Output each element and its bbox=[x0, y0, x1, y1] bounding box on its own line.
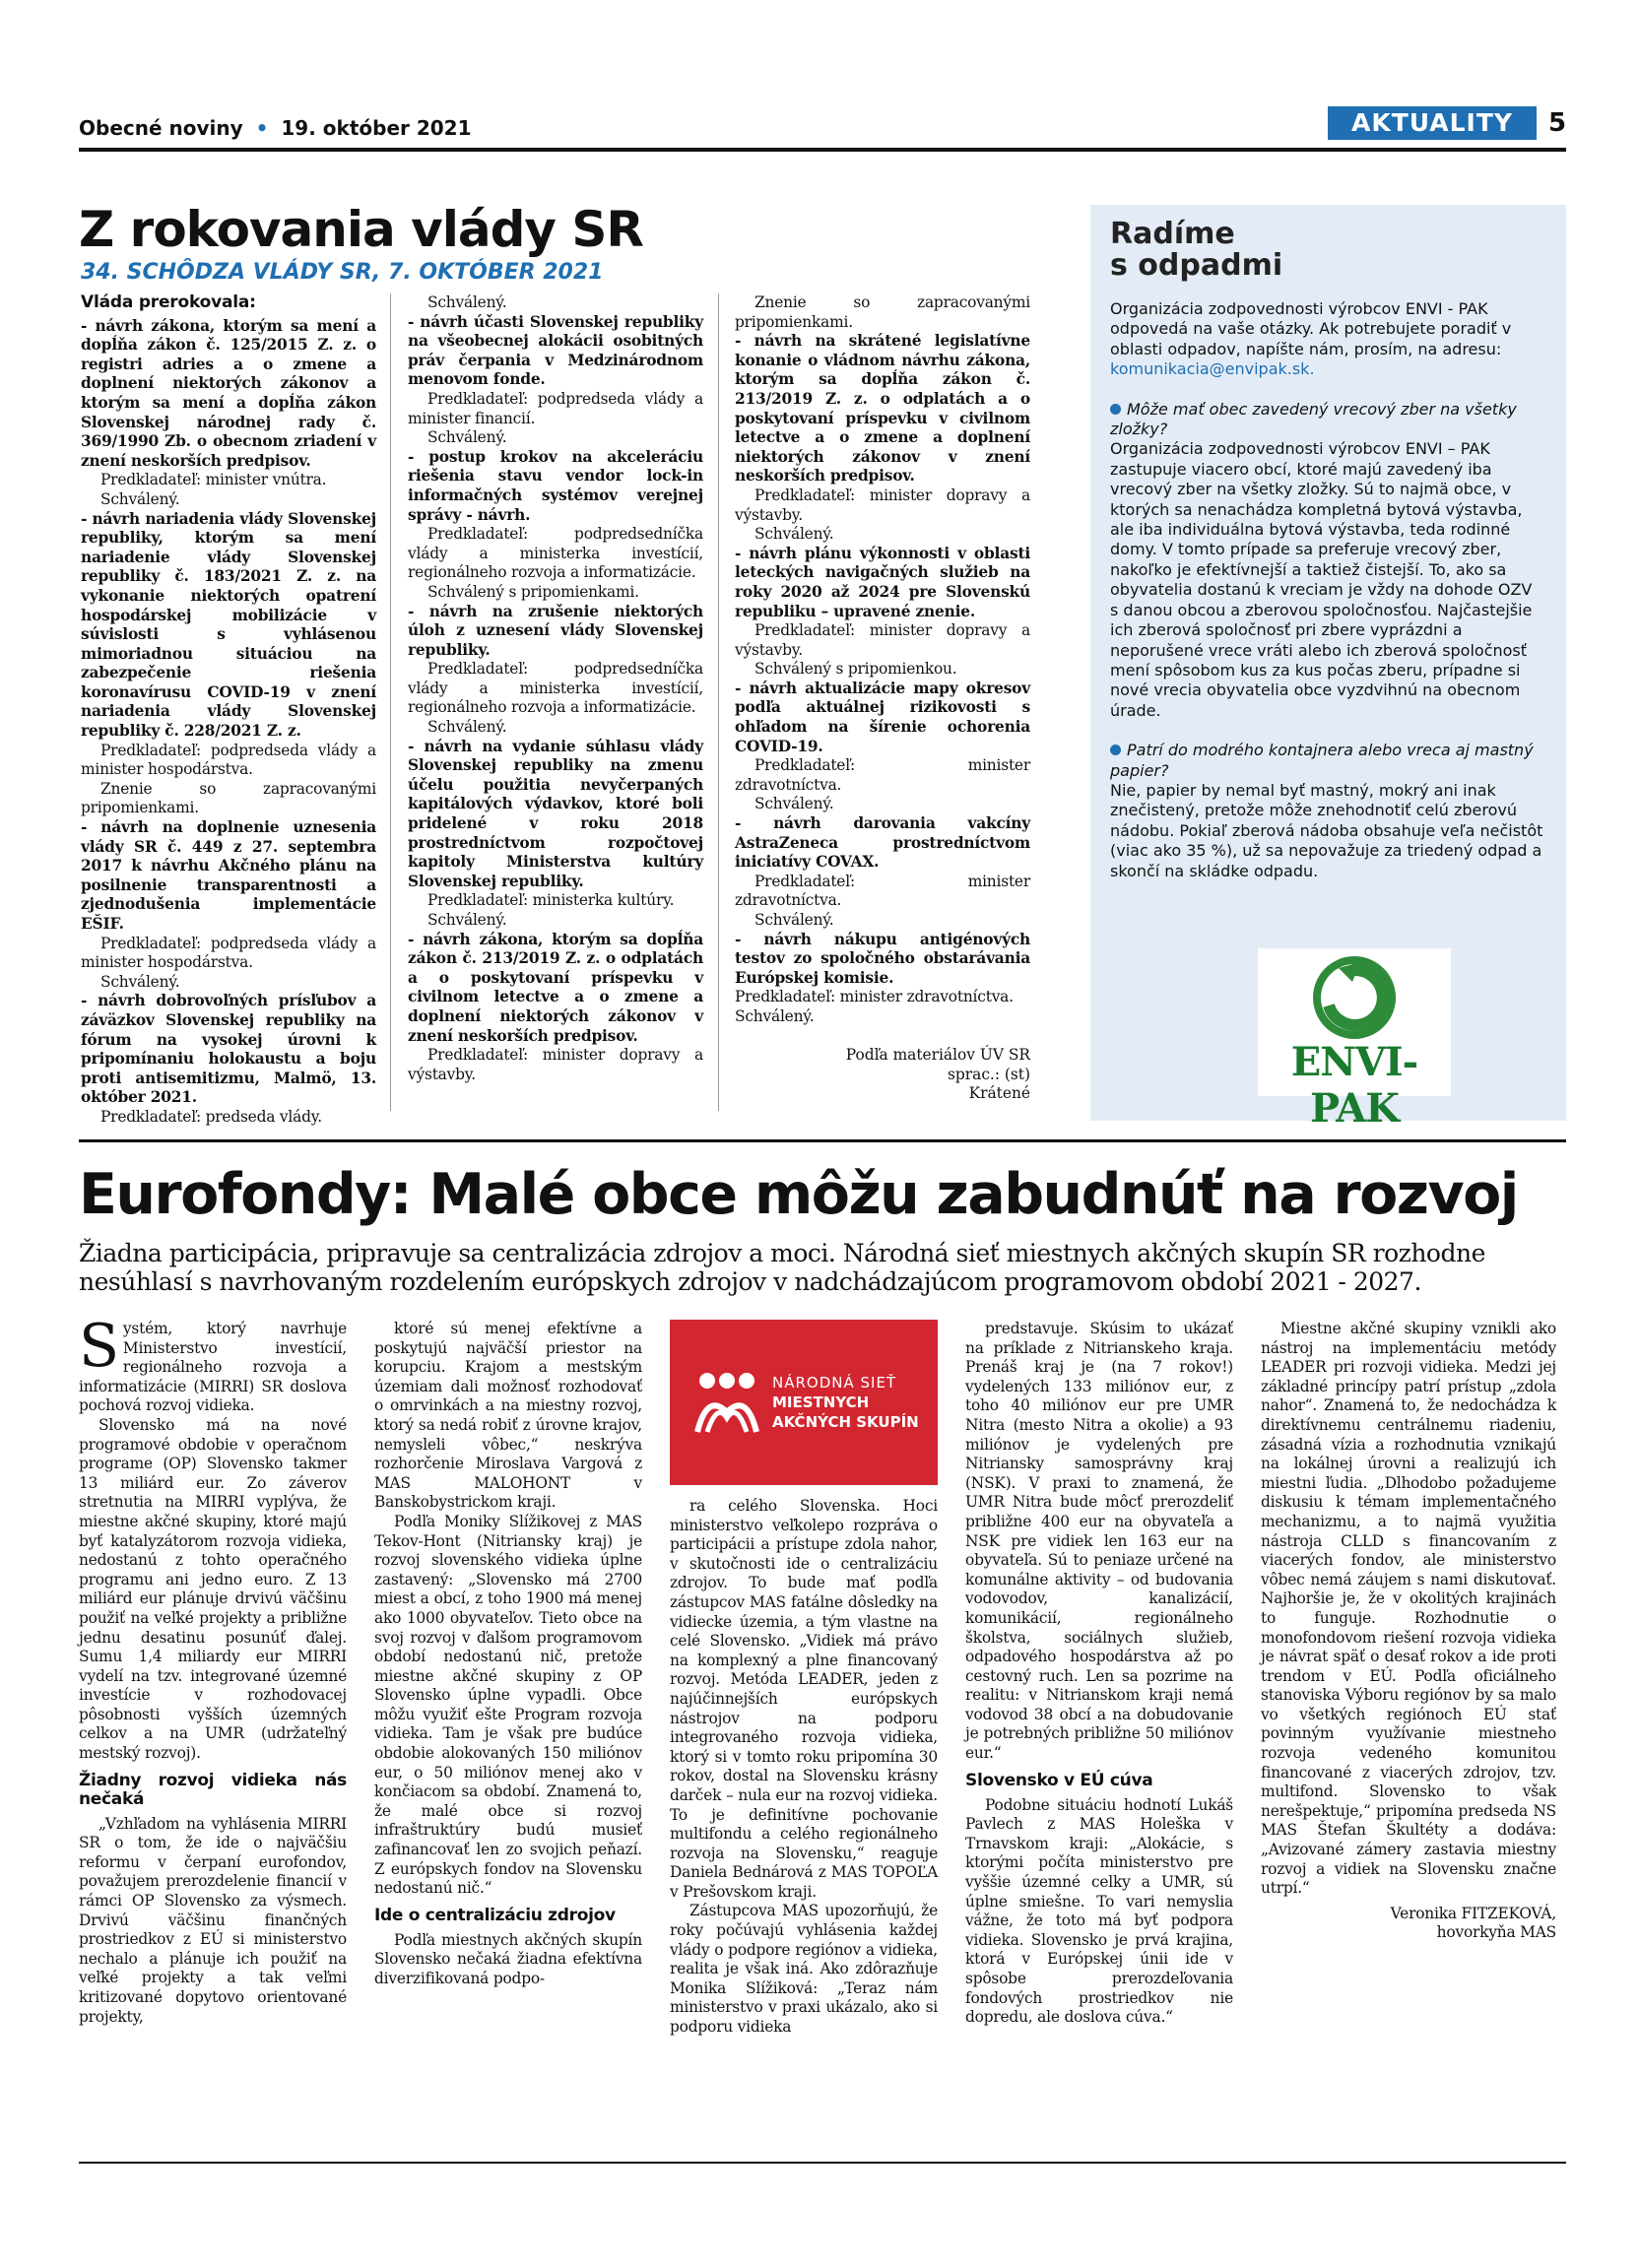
paragraph: Schválený s pripomienkami. bbox=[427, 582, 639, 601]
header-paper-name bbox=[79, 116, 472, 140]
article1-column-2 bbox=[408, 293, 703, 1084]
paragraph: Predkladateľ: podpredseda vlády a minister financií. bbox=[408, 389, 703, 427]
paragraph: Podľa miestnych akčných skupín Slovensko nečaká žiadna efektívna diverzifikovaná podpo- bbox=[374, 1930, 642, 1987]
paragraph: Predkladateľ: minister zdravotníctva. bbox=[735, 756, 1030, 794]
paragraph: - postup krokov na akceleráciu riešenia stavu vendor lock-in informačných systémov verejnej správy - návrh. bbox=[408, 447, 703, 524]
header-rule bbox=[79, 148, 1566, 152]
paragraph: Predkladateľ: podpredsedníčka vlády a ministerka investícií, regionálneho rozvoja a informatizácie. bbox=[408, 660, 703, 717]
paragraph: Predkladateľ: minister dopravy a výstavby. bbox=[735, 621, 1030, 659]
source-line: sprac.: (st) bbox=[948, 1065, 1030, 1083]
paragraph: Predkladateľ: podpredseda vlády a minister hospodárstva. bbox=[81, 741, 376, 779]
paragraph: Predkladateľ: minister vnútra. bbox=[100, 471, 327, 489]
source-line: Krátené bbox=[968, 1084, 1030, 1103]
envipak-logo-text: ENVI-PAK bbox=[1290, 1039, 1418, 1132]
paragraph: Predkladateľ: minister dopravy a výstavby. bbox=[408, 1046, 703, 1083]
article2-column-2 bbox=[374, 1320, 642, 1989]
paragraph: ystém, ktorý navrhuje Ministerstvo investícií, regionálneho rozvoja a informatizácie (MIRRI) SR doslova pochová rozvoj vidieka. bbox=[79, 1320, 347, 1415]
paragraph: Predkladateľ: minister zdravotníctva. bbox=[735, 988, 1014, 1006]
sidebar-intro: Organizácia zodpovednosti výrobcov ENVI - PAK odpovedá na vaše otázky. Ak potrebujete poradiť v oblasti odpadov, napíšte nám, prosím, na adresu: bbox=[1110, 299, 1512, 358]
paragraph: Predkladateľ: minister dopravy a výstavby. bbox=[735, 486, 1030, 524]
paragraph: Predkladateľ: podpredsedníčka vlády a ministerka investícií, regionálneho rozvoja a informatizácie. bbox=[408, 525, 703, 582]
sidebar-question-1 bbox=[1110, 400, 1543, 440]
logo-line: MIESTNYCH bbox=[772, 1393, 870, 1411]
paragraph: Podľa Moniky Slížikovej z MAS Tekov-Hont (Nitriansky kraj) je rozvoj slovenského vidieka úplne zastavený: „Slovensko má 2700 miest a obcí, z toho 1900 má menej ako 1000 obyvateľov. Tieto obce na svoj rozvoj v ďalšom programovom období nedostanú nič, pretože miestne akčné skupiny z OP Slovensko úplne vypadli. Obce môžu využiť ešte Program rozvoja vidieka. Tam je však pre budúce obdobie alokovaných 150 miliónov eur, o 50 miliónov menej ako v končiacom sa období. Znamená to, že malé obce si rozvoj infraštruktúry budú musieť zafinancovať len zo svojich peňazí. Z európskych fondov na Slovensku nedostanú nič.“ bbox=[374, 1512, 642, 1898]
article1-subtitle: 34. SCHÔDZA VLÁDY SR, 7. OKTÓBER 2021 bbox=[81, 260, 604, 285]
paragraph: Schválený. bbox=[100, 972, 180, 991]
paragraph: - návrh aktualizácie mapy okresov podľa aktuálnej rizikovosti s ohľadom na šírenie ochorenia COVID-19. bbox=[735, 679, 1030, 755]
sidebar-title bbox=[1110, 219, 1282, 282]
logo-line: NÁRODNÁ SIEŤ bbox=[772, 1374, 897, 1392]
sidebar-email-link[interactable]: komunikacia@envipak.sk. bbox=[1110, 359, 1315, 379]
sidebar-title-line: s odpadmi bbox=[1110, 248, 1283, 283]
advice-sidebar bbox=[1090, 205, 1566, 1132]
article2-column-1 bbox=[79, 1312, 347, 2027]
paragraph: Vláda prerokovala: bbox=[81, 292, 256, 312]
paragraph: Schválený. bbox=[754, 911, 834, 929]
logo-line: AKČNÝCH SKUPÍN bbox=[772, 1413, 919, 1431]
article2-column-5 bbox=[1261, 1320, 1556, 1943]
paragraph: Schválený. bbox=[427, 718, 507, 737]
paper-title: Obecné noviny bbox=[79, 116, 243, 140]
sidebar-answer-2: Nie, papier by nemal byť mastný, mokrý ani inak znečistený, pretože môže znehodnotiť celú zberovú nádobu. Pokiaľ zberová nádoba obsahuje veľa nečistôt (viac ako 35 %), už sa nepovažuje za triedený odpad a skončí na skládke odpadu. bbox=[1110, 780, 1543, 880]
paragraph: - návrh na skrátené legislatívne konanie o vládnom návrhu zákona, ktorým sa dopĺňa zákon č. 213/2019 Z. z. o odplatách a o poskytovaní príspevku v civilnom letectve a o zmene a doplnení niektorých zákonov v znení neskorších predpisov. bbox=[735, 332, 1030, 486]
column-divider bbox=[718, 293, 719, 1111]
article1-column-3 bbox=[735, 293, 1030, 1027]
paragraph: Schválený. bbox=[754, 795, 834, 813]
header-bullet: • bbox=[255, 116, 269, 140]
nsmas-logo-text bbox=[772, 1373, 919, 1432]
envipak-logo bbox=[1258, 948, 1451, 1132]
paragraph: Predkladateľ: podpredseda vlády a minister hospodárstva. bbox=[81, 934, 376, 972]
paragraph: ktoré sú menej efektívne a poskytujú najväčší priestor na korupciu. Krajom a mestským územiam dali možnosť rozhodovať o omrvinkách a na miestny rozvoj, ktorý sa nedá robiť z úrovne krajov, nemysleli vôbec,“ neskrýva rozhorčenie Miroslava Vargová z MAS MALOHONT v Banskobystrickom kraji. bbox=[374, 1320, 642, 1512]
paragraph: - návrh nariadenia vlády Slovenskej republiky, ktorým sa mení nariadenie vlády Slovenskej republiky č. 183/2021 Z. z. na vykonanie niektorých opatrení hospodárskej mobilizácie v súvislosti s vyhlásenou mimoriadnou situáciou na zabezpečenie riešenia koronavírusu COVID-19 v znení nariadenia vlády Slovenskej republiky č. 228/2021 Z. z. bbox=[81, 509, 376, 741]
paragraph: Schválený. bbox=[427, 293, 507, 311]
paragraph: - návrh na zrušenie niektorých úloh z uznesení vlády Slovenskej republiky. bbox=[408, 602, 703, 659]
paragraph: Predkladateľ: predseda vlády. bbox=[100, 1107, 322, 1126]
author-role: hovorkyňa MAS bbox=[1436, 1923, 1556, 1942]
section-badge bbox=[1328, 106, 1537, 140]
sidebar-body bbox=[1110, 299, 1543, 881]
page-number: 5 bbox=[1548, 108, 1567, 138]
article2-column-3 bbox=[670, 1497, 938, 2038]
paragraph: - návrh zákona, ktorým sa dopĺňa zákon č. 213/2019 Z. z. o odplatách a o poskytovaní príspevku v civilnom letectve a o zmene a doplnení niektorých zákonov v znení neskorších predpisov. bbox=[408, 930, 703, 1045]
section-rule bbox=[79, 1139, 1566, 1142]
paragraph: Zástupcova MAS upozorňujú, že roky počúvajú vyhlásenia každej vlády o podpore regiónov a vidieka, realita je však iná. Ako zdôrazňuje Monika Slížiková: „Teraz nám ministerstvo v praxi ukázalo, ako si podporu vidieka bbox=[670, 1902, 938, 2037]
sidebar-answer-1: Organizácia zodpovednosti výrobcov ENVI – PAK zastupuje viacero obcí, ktoré majú zavedený iba vrecový zber na všetky zložky. Sú to najmä obce, v ktorých sa nenachádza kompletná bytová výstavba, ale iba individuálna bytová výstavba, teda rodinné domy. V tomto prípade sa preferuje vrecový zber, nakoľko je efektívnejší a taktiež čistejší. To, ako sa obyvatelia dostanú k vreciam je vždy na dohode OZV s danou obcou a zberovou spoločnosťou. Najčastejšie ich zberová spoločnosť pri zbere vyprázdni a neporušené vrece vráti alebo ich zberová spoločnosť mení spôsobom kus za kus počas zberu, prípadne si nové vrecia obyvatelia obce vyzdvihnú na obecnom úrade. bbox=[1110, 439, 1533, 720]
question-text: Patrí do modrého kontajnera alebo vreca aj mastný papier? bbox=[1110, 741, 1534, 780]
source-line: Podľa materiálov ÚV SR bbox=[845, 1046, 1030, 1064]
paragraph: Schválený. bbox=[100, 489, 180, 508]
nsmas-logo bbox=[670, 1320, 938, 1485]
paragraph: Podobne situáciu hodnotí Lukáš Pavlech z MAS Holeška v Trnavskom kraji: „Alokácie, s ktorými počíta ministerstvo pre vyššie územné celky a UMR, sú úplne smiešne. To vari nemyslia vážne, že toto má byť podpora vidieka. Slovensko je prvá krajina, ktorá v Európskej únii ide v spôsobe prerozdeľovania fondových prostriedkov nie dopredu, ale doslova cúva.“ bbox=[965, 1795, 1233, 2027]
paragraph: ra celého Slovenska. Hoci ministerstvo veľkolepo rozpráva o participácii a prístupe zdola nahor, v skutočnosti ide o centralizáciu zdrojov. To bude mať podľa zástupcov MAS fatálne dôsledky na vidiecke územia, a tým vlastne na celé Slovensko. „Vidiek má právo na komplexný a plne financovaný rozvoj. Metóda LEADER, jeden z najúčinnejších európskych nástrojov na podporu integrovaného rozvoja vidieka, ktorý si v tomto roku pripomína 30 rokov, dostal na Slovensku krásny darček – nula eur na rozvoj vidieka. To je definitívne pochovanie multifondu a celého regionálneho rozvoja na Slovensku,“ reaguje Daniela Bednárová z MAS TOPOĽA v Prešovskom kraji. bbox=[670, 1497, 938, 1901]
paragraph: Predkladateľ: minister zdravotníctva. bbox=[735, 872, 1030, 910]
issue-date: 19. október 2021 bbox=[281, 116, 472, 140]
paragraph: Schválený. bbox=[735, 1006, 815, 1025]
paragraph: Schválený s pripomienkou. bbox=[754, 660, 957, 679]
paragraph: Miestne akčné skupiny vznikli ako nástroj na implementáciu metódy LEADER pri rozvoji vidieka. Medzi jej základné princípy patrí prístup „zdola nahor“. Znamená to, že nedochádza k direktívnemu centrálnemu riadeniu, zásadná vízia a rozhodnutia vznikajú na lokálnej úrovni a realizujú ich miestni ľudia. „Dlhodobo požadujeme diskusiu k témam implementačného mechanizmu, a to najmä využitia nástroja CLLD s financovaním z viacerých fondov, ale ministerstvo vôbec nemá záujem s nami diskutovať. Najhoršie je, že v okolitých krajinách to funguje. Rozhodnutie o monofondovom riešení rozvoja vidieka je návrat späť o desať rokov a ide proti trendom v EÚ. Podľa oficiálneho stanoviska Výboru regiónov by sa malo vo všetkých regiónoch EÚ stať povinným využívanie miestneho rozvoja vedeného komunitou financované z viacerých zdrojov, tzv. multifond. Slovensko to však nerešpektuje,“ pripomína predseda NS MAS Štefan Škultéty a dodáva: „Avizované zámery zastavia miestny rozvoj a vidiek na Slovensku značne utrpí.“ bbox=[1261, 1320, 1556, 1898]
paragraph: - návrh nákupu antigénových testov zo spoločného obstarávania Európskej komisie. bbox=[735, 930, 1030, 987]
paragraph: Schválený. bbox=[427, 911, 507, 929]
people-network-icon bbox=[688, 1363, 766, 1442]
paragraph: - návrh na vydanie súhlasu vlády Slovenskej republiky na zmenu účelu použitia nevyčerpaných kapitálových výdavkov, ktoré boli pridelené v roku 2018 prostredníctvom rozpočtovej kapitoly Ministerstva kultúry Slovenskej republiky. bbox=[408, 737, 703, 890]
paragraph: - návrh plánu výkonnosti v oblasti leteckých navigačných služieb na roky 2020 až 2024 pre Slovenskú republiku – upravené znenie. bbox=[735, 544, 1030, 620]
article2-title: Eurofondy: Malé obce môžu zabudnúť na rozvoj bbox=[79, 1162, 1518, 1227]
paragraph: - návrh na doplnenie uznesenia vlády SR č. 449 z 27. septembra 2017 k návrhu Akčného plánu na posilnenie transparentnosti a zjednodušenia implementácie EŠIF. bbox=[81, 818, 376, 933]
article2-lead: Žiadna participácia, pripravuje sa centralizácia zdrojov a moci. Národná sieť miestnych akčných skupín SR rozhodne nesúhlasí s navrhovaným rozdelením európskych zdrojov v nadchádzajúcom programovom období 2021 - 2027. bbox=[79, 1239, 1485, 1296]
bullet-dot-icon bbox=[1110, 745, 1121, 755]
question-text: Môže mať obec zavedený vrecový zber na všetky zložky? bbox=[1110, 399, 1517, 439]
column-divider bbox=[390, 293, 391, 1111]
drop-cap: S bbox=[79, 1312, 119, 1381]
section-label: AKTUALITY bbox=[1350, 108, 1514, 137]
paragraph: Slovensko má na nové programové obdobie v operačnom programe (OP) Slovensko takmer 13 miliárd eur. Zo záverov stretnutia na MIRRI vyplýva, že miestne akčné skupiny, ktoré majú byť katalyzátorom rozvoja vidieka, nedostanú z tohto operačného programu ani jedno euro. Z 13 miliárd eur plánuje drvivú väčšinu použiť na veľké projekty a približne jednu desatinu posunúť ďalej. Sumu 1,4 miliardy eur MIRRI vydelí na tzv. integrované územné investície v rozhodovacej pôsobnosti vyšších územných celkov a na UMR (udržateľný mestský rozvoj). bbox=[79, 1415, 347, 1763]
author-name: Veronika FITZEKOVÁ, bbox=[1390, 1904, 1556, 1922]
paragraph: - návrh účasti Slovenskej republiky na všeobecnej alokácii osobitných práv čerpania v Medzinárodnom menovom fonde. bbox=[408, 312, 703, 389]
paragraph: - návrh darovania vakcíny AstraZeneca prostredníctvom iniciatívy COVAX. bbox=[735, 814, 1030, 872]
paragraph: predstavuje. Skúsim to ukázať na príklade z Nitrianskeho kraja. Prenáš kraj je (na 7 rokov!) vydelených 133 miliónov eur, z toho 40 miliónov eur pre UMR Nitra (mesto Nitra a okolie) a 93 miliónov je vydelených pre Nitriansky samosprávny kraj (NSK). V praxi to znamená, že UMR Nitra bude môcť prerozdeliť približne 400 eur na obyvateľa a NSK pre vidiek len 163 eur na obyvateľa. Sú to peniaze určené na komunálne aktivity – od budovania vodovodov, kanalizácií, komunikácií, regionálneho školstva, sociálnych služieb, odpadového hospodárstva až po cestovný ruch. Len sa pozrime na realitu: v Nitrianskom kraji nemá vodovod 38 obcí a na dobudovanie je potrebných približne 50 miliónov eur.“ bbox=[965, 1320, 1233, 1763]
sidebar-title-line: Radíme bbox=[1110, 217, 1235, 251]
paragraph: - návrh dobrovoľných prísľubov a záväzkov Slovenskej republiky na fórum na vysokej úrovni k pripomínaniu holokaustu a boju proti antisemitizmu, Malmö, 13. október 2021. bbox=[81, 992, 376, 1107]
paragraph: Predkladateľ: ministerka kultúry. bbox=[427, 891, 675, 910]
paragraph: Schválený. bbox=[427, 428, 507, 447]
article1-column-1 bbox=[81, 293, 376, 1128]
article2-column-4 bbox=[965, 1320, 1233, 2028]
footer-rule bbox=[79, 2162, 1566, 2164]
paragraph: Znenie so zapracovanými pripomienkami. bbox=[81, 779, 376, 817]
paragraph: Znenie so zapracovanými pripomienkami. bbox=[735, 293, 1030, 331]
paragraph: - návrh zákona, ktorým sa mení a dopĺňa zákon č. 125/2015 Z. z. o registri adries a o zmene a doplnení niektorých zákonov a ktorým sa mení a dopĺňa zákon Slovenskej národnej rady č. 369/1990 Zb. o obecnom zriadení v znení neskorších predpisov. bbox=[81, 316, 376, 470]
article1-title: Z rokovania vlády SR bbox=[79, 201, 643, 258]
paragraph: „Vzhľadom na vyhlásenia MIRRI SR o tom, že ide o najväčšiu reformu v čerpaní eurofondov, považujem prerozdelenie financií v rámci OP Slovensko za výsmech. Drvivú väčšinu finančných prostriedkov z EÚ si ministerstvo nechalo a plánuje ich použiť na veľké projekty a tak veľmi kritizované dopytovo orientované projekty, bbox=[79, 1814, 347, 2026]
subheading: Slovensko v EÚ cúva bbox=[965, 1770, 1153, 1790]
article1-source bbox=[808, 1046, 1030, 1104]
paragraph: Schválený. bbox=[754, 525, 834, 544]
subheading: Žiadny rozvoj vidieka nás nečaká bbox=[79, 1770, 347, 1809]
subheading: Ide o centralizáciu zdrojov bbox=[374, 1905, 616, 1925]
sidebar-question-2 bbox=[1110, 741, 1543, 781]
bullet-dot-icon bbox=[1110, 404, 1121, 415]
